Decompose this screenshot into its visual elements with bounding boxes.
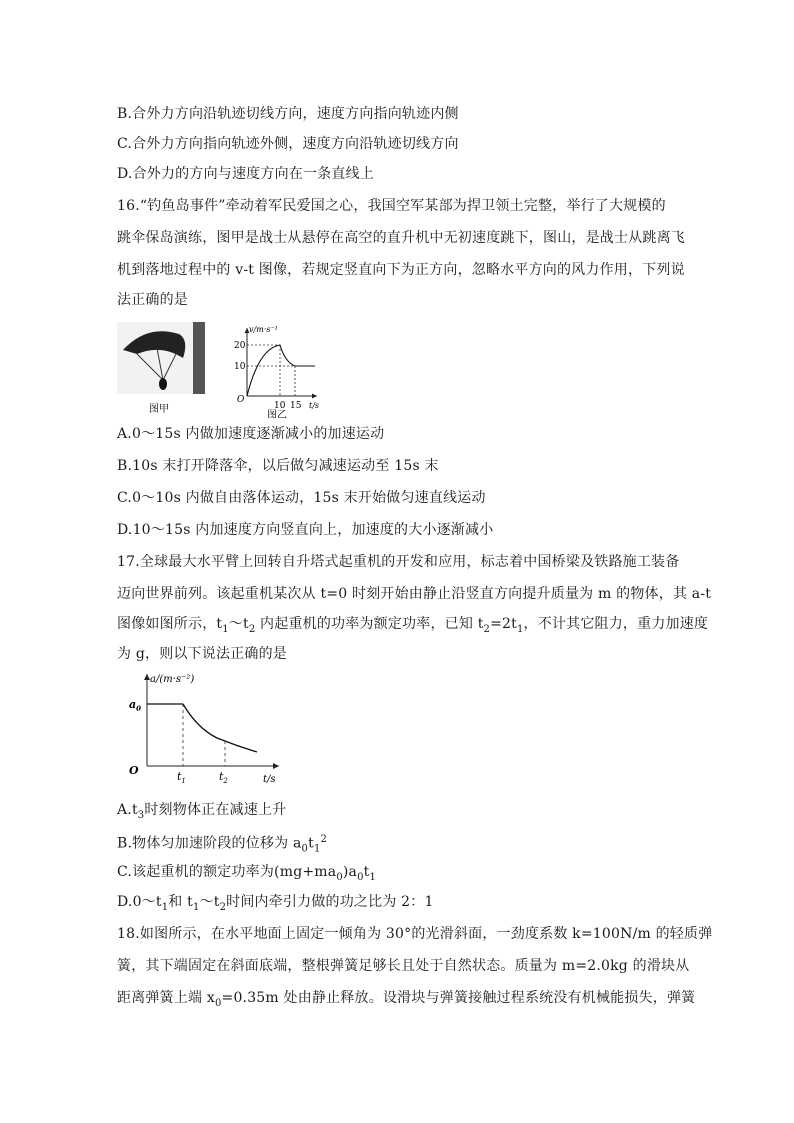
fig1-origin: O [237, 395, 245, 405]
q16-stem-2: 跳伞保岛演练，图甲是战士从悬停在高空的直升机中无初速度跳下，图山，是战士从跳离飞 [117, 230, 685, 246]
fig1-caption-right: 图乙 [267, 410, 287, 418]
vt-curve [247, 345, 315, 396]
q16-stem-4: 法正确的是 [117, 292, 188, 308]
q17-stem-3: 图像如图所示，$t_1\sim t_2$ 内起重机的功率为额定功率，已知 $t_2=2t_1$，不计其它阻力，重力加速度 [117, 616, 709, 635]
fig1-caption-left: 图甲 [149, 404, 169, 415]
fig1-y-label: v/m·s⁻¹ [249, 325, 278, 334]
q17-option-a: $A.t_3$时刻物体正在减速上升 [117, 802, 287, 821]
q16-option-d: D.10～15s 内加速度方向竖直向上，加速度的大小逐渐减小 [117, 522, 494, 538]
q18-stem-1: 18.如图所示，在水平地面上固定一倾角为 30°的光滑斜面，一劲度系数 k=100N/m 的轻质弹 [117, 926, 713, 942]
fig1-ytick-20: 20 [234, 341, 246, 351]
q16-option-c: C.0～10s 内做自由落体运动，15s 末开始做匀速直线运动 [117, 490, 486, 506]
fig2-t1-label: $t_1$ [177, 770, 186, 785]
fig1-ytick-10: 10 [234, 362, 246, 372]
q16-option-b: B.10s 末打开降落伞，以后做匀减速运动至 15s 末 [117, 458, 439, 474]
fig2-x-label: t/s [263, 774, 276, 785]
paratrooper-photo [117, 322, 205, 394]
q18-stem-2: 簧，其下端固定在斜面底端，整根弹簧足够长且处于自然状态。质量为 m=2.0kg 的滑块从 [117, 958, 690, 974]
q17-figure [117, 668, 287, 786]
q17-option-c: C.该起重机的额定功率为$(mg+ma_0)a_0t_1$ [117, 864, 377, 883]
q17-stem-2: 迈向世界前列。该起重机某次从 t=0 时刻开始由静止沿竖直方向提升质量为 m 的物体，其 a-t [117, 586, 712, 602]
q16-figure [117, 318, 327, 418]
fig1-x-label: t/s [309, 401, 320, 410]
fig1-xtick-10: 10 [274, 401, 286, 411]
vt-graph [234, 325, 319, 411]
fig2-origin: O [129, 764, 139, 777]
fig2-decay-curve [183, 704, 257, 752]
fig1-xtick-15: 15 [290, 401, 302, 411]
q17-stem-1: 17.全球最大水平臂上回转自升塔式起重机的开发和应用，标志着中国桥梁及铁路施工装备 [117, 554, 680, 570]
option-d-line: D.合外力的方向与速度方向在一条直线上 [117, 166, 374, 182]
q16-stem-3: 机到落地过程中的 v-t 图像，若规定竖直向下为正方向，忽略水平方向的风力作用，下列说 [117, 262, 685, 278]
q17-stem-4: 为 g，则以下说法正确的是 [117, 646, 288, 662]
q18-stem-3: 距离弹簧上端 $x_0=0.35m$ 处由静止释放。设滑块与弹簧接触过程系统没有机械能损失，弹簧 [117, 990, 696, 1009]
q16-stem-1: 16.“钓鱼岛事件”牵动着军民爱国之心，我国空军某部为捍卫领土完整，举行了大规模的 [117, 198, 666, 214]
fig2-a0-label: $a_0$ [129, 698, 142, 713]
option-c-line: C.合外力方向指向轨迹外侧，速度方向沿轨迹切线方向 [117, 136, 459, 152]
fig2-y-label: a/(m·s⁻²) [150, 674, 195, 685]
option-b-line: B.合外力方向沿轨迹切线方向，速度方向指向轨迹内侧 [117, 106, 459, 122]
q17-option-b: B.物体匀加速阶段的位移为 $a_0t_1^2$ [117, 834, 328, 855]
fig2-t2-label: $t_2$ [219, 770, 228, 785]
q16-option-a: A.0～15s 内做加速度逐渐减小的加速运动 [117, 426, 385, 442]
q17-option-d: $D.0\sim t_1$和 $t_1\sim t_2$时间内牵引力做的功之比为 2：1 [117, 894, 434, 913]
